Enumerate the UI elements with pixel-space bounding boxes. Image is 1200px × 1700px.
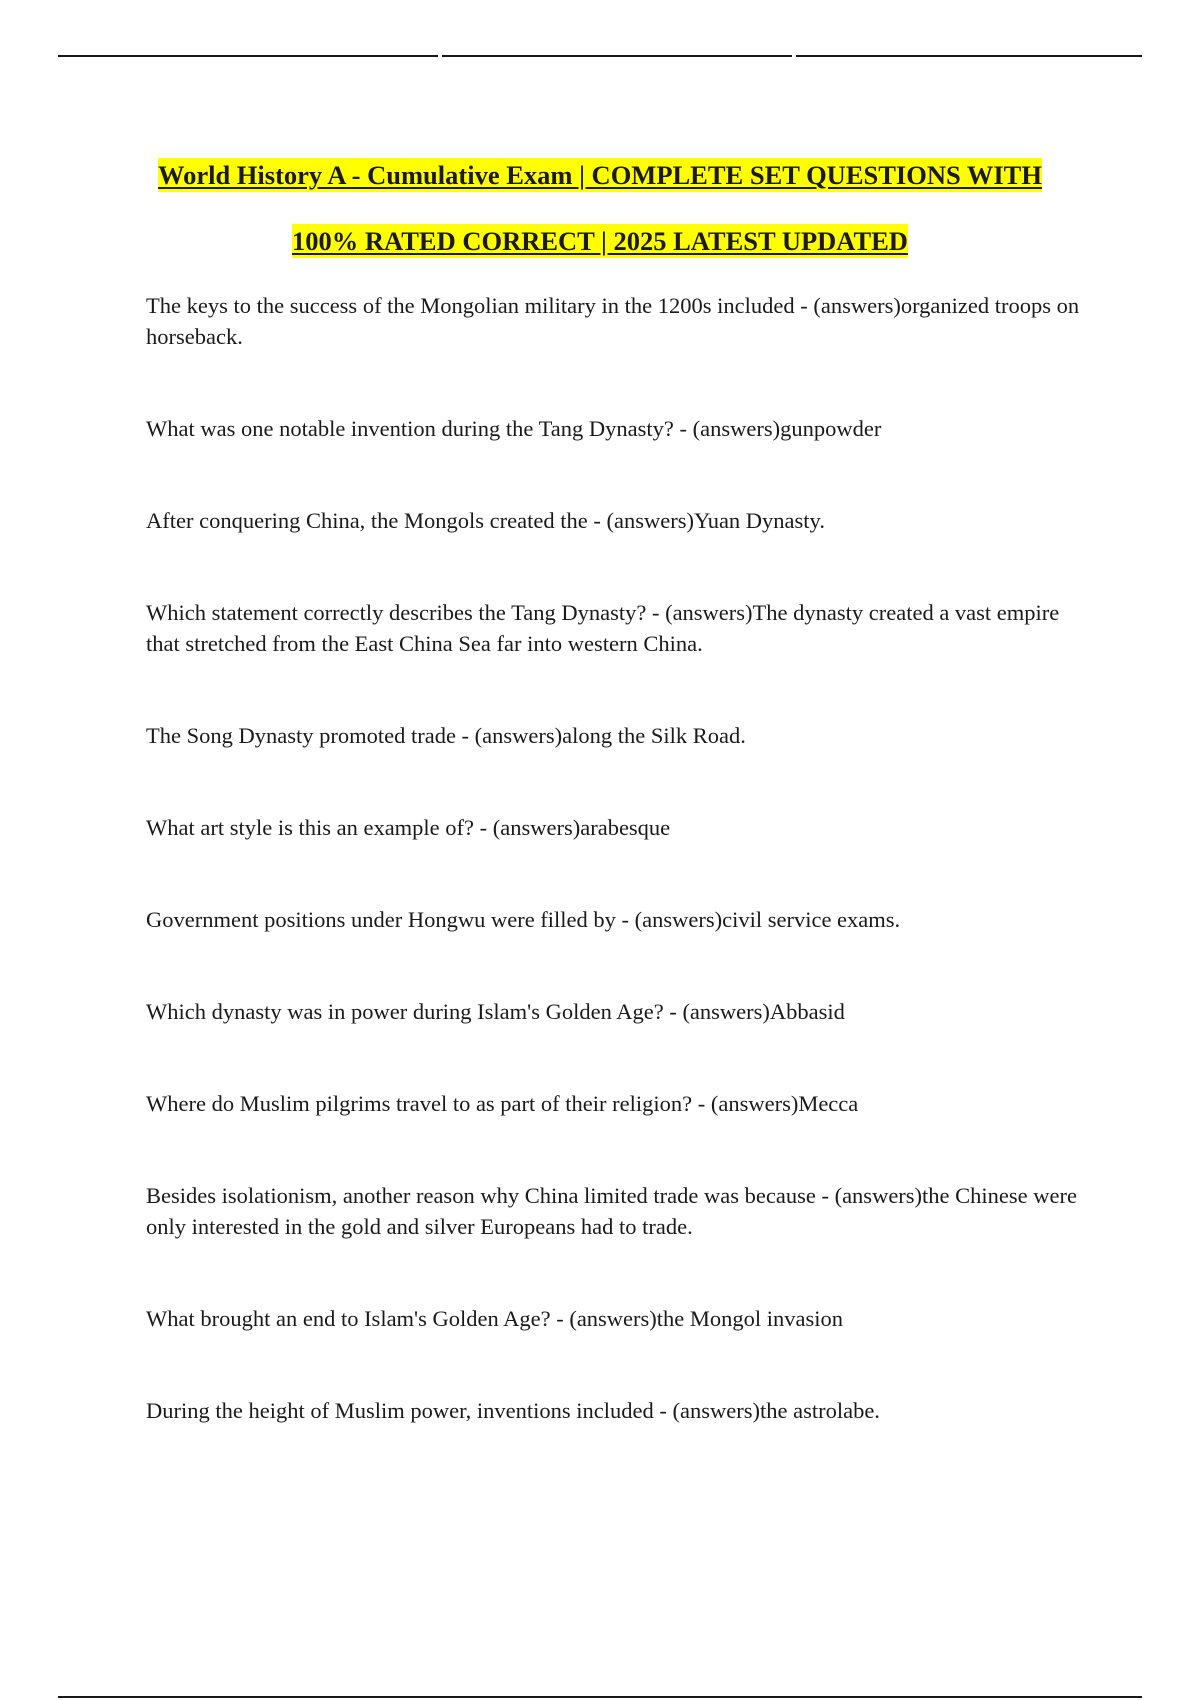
qa-item: What art style is this an example of? - (answers)arabesque (146, 815, 671, 840)
qa-item: The keys to the success of the Mongolian military in the 1200s included - (answers)organized troops on horseback. (146, 293, 1080, 349)
question-answer-list (146, 290, 1086, 1426)
qa-item: Which statement correctly describes the Tang Dynasty? - (answers)The dynasty created a vast empire that stretched from the East China Sea far into western China. (146, 600, 1060, 656)
qa-item: Where do Muslim pilgrims travel to as part of their religion? - (answers)Mecca (146, 1091, 859, 1116)
qa-item: What was one notable invention during the Tang Dynasty? - (answers)gunpowder (146, 416, 882, 441)
header-rule-middle (442, 55, 792, 57)
footer-rule (58, 1696, 1142, 1698)
title-line-1-wrap (0, 142, 1200, 208)
qa-item: The Song Dynasty promoted trade - (answers)along the Silk Road. (146, 723, 746, 748)
qa-item: Which dynasty was in power during Islam's Golden Age? - (answers)Abbasid (146, 999, 845, 1024)
qa-item: During the height of Muslim power, inventions included - (answers)the astrolabe. (146, 1398, 880, 1423)
qa-item: Besides isolationism, another reason why China limited trade was because - (answers)the Chinese were only interested in the gold and silver Europeans had to trade. (146, 1183, 1077, 1239)
document-title (0, 142, 1200, 274)
qa-item: After conquering China, the Mongols created the - (answers)Yuan Dynasty. (146, 508, 825, 533)
title-line-2-wrap (0, 208, 1200, 274)
title-line-2: 100% RATED CORRECT | 2025 LATEST UPDATED (292, 226, 908, 256)
header-rule-right (796, 55, 1142, 57)
qa-item: What brought an end to Islam's Golden Age? - (answers)the Mongol invasion (146, 1306, 844, 1331)
header-rule-left (58, 55, 438, 57)
title-line-1: World History A - Cumulative Exam | COMPLETE SET QUESTIONS WITH (158, 160, 1042, 190)
qa-item: Government positions under Hongwu were filled by - (answers)civil service exams. (146, 907, 901, 932)
